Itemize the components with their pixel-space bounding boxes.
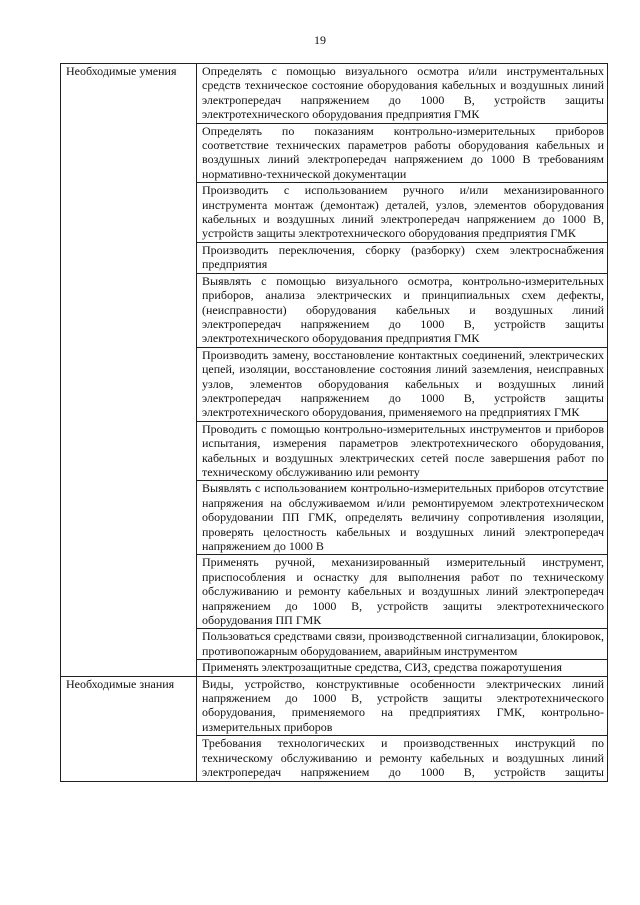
skill-item: Пользоваться средствами связи, производственной сигнализации, блокировок, противопожарным оборудованием, аварийным инструментом <box>197 629 608 660</box>
skill-item: Определять по показаниям контрольно-измерительных приборов соответствие технических параметров работы оборудования кабельных и воздушных линий электропередач напряжением до 1000 В требованиям нормативно-технической документации <box>197 123 608 183</box>
skill-item: Производить переключения, сборку (разборку) схем электроснабжения предприятия <box>197 242 608 273</box>
skill-item: Проводить с помощью контрольно-измерительных инструментов и приборов испытания, измерения параметров электротехнического оборудования, кабельных и воздушных электрических сетей после завершения работ по техническому обслуживанию или ремонту <box>197 421 608 481</box>
skill-item: Выявлять с использованием контрольно-измерительных приборов отсутствие напряжения на обслуживаемом и/или ремонтируемом электротехническом оборудовании ПП ГМК, определять величину сопротивления изоляции, проверять целостность кабельных и воздушных линий электропередач напряжением до 1000 В <box>197 481 608 555</box>
skill-item: Применять электрозащитные средства, СИЗ, средства пожаротушения <box>197 660 608 676</box>
table-row <box>61 64 608 124</box>
knowledge-item: Виды, устройство, конструктивные особенности электрических линий напряжением до 1000 В, устройств защиты электротехнического оборудования, применяемого на предприятиях ГМК, контрольно-измерительных приборов <box>197 676 608 736</box>
skill-item: Применять ручной, механизированный измерительный инструмент, приспособления и оснастку для выполнения работ по техническому обслуживанию и ремонту кабельных и воздушных линий электропередач напряжением до 1000 В, устройств защиты электротехнического оборудования ПП ГМК <box>197 555 608 629</box>
skill-item: Производить с использованием ручного и/или механизированного инструмента монтаж (демонтаж) деталей, узлов, элементов оборудования кабельных и воздушных линий электропередач напряжением до 1000 В, устройств защиты электротехнического оборудования предприятия ГМК <box>197 183 608 243</box>
skill-item: Производить замену, восстановление контактных соединений, электрических цепей, изоляции, восстановление состояния линий заземления, неисправных узлов, элементов оборудования кабельных и воздушных линий электропередач напряжением до 1000 В, устройств защиты электротехнического оборудования, применяемого на предприятиях ГМК <box>197 347 608 421</box>
qualification-table <box>60 63 608 782</box>
table-row <box>61 676 608 736</box>
section-label-skills: Необходимые умения <box>61 64 197 677</box>
skill-item: Выявлять с помощью визуального осмотра, контрольно-измерительных приборов, анализа электрических и принципиальных схем дефекты, (неисправности) оборудования кабельных и воздушных линий электропередач напряжением до 1000 В, устройств защиты электротехнического оборудования предприятия ГМК <box>197 273 608 347</box>
page-number: 19 <box>314 33 326 47</box>
skill-item: Определять с помощью визуального осмотра и/или инструментальных средств техническое состояние оборудования кабельных и воздушных линий электропередач напряжением до 1000 В, устройств защиты электротехнического оборудования предприятия ГМК <box>197 64 608 124</box>
knowledge-item: Требования технологических и производственных инструкций по техническому обслуживанию и ремонту кабельных и воздушных линий электропередач напряжением до 1000 В, устройств защиты <box>197 736 608 781</box>
section-label-knowledge: Необходимые знания <box>61 676 197 781</box>
